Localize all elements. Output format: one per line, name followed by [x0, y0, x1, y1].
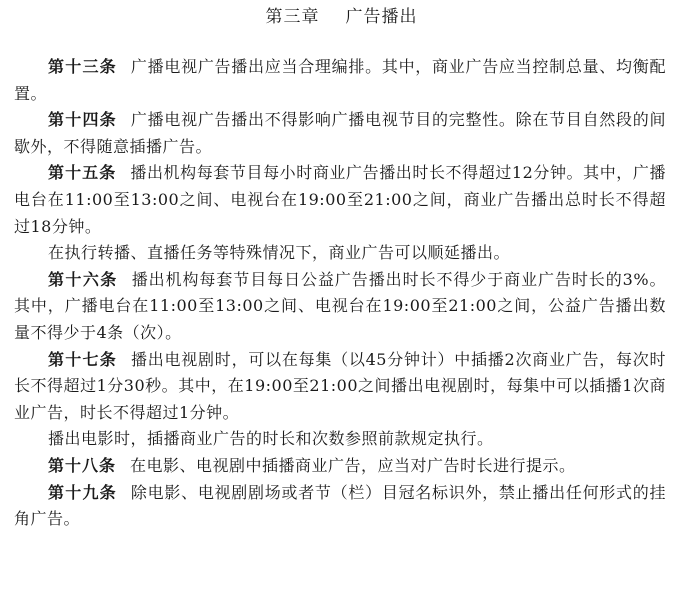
chapter-title: 广告播出 [345, 7, 418, 27]
article-number: 第十九条 [48, 482, 117, 502]
article-16 [14, 267, 666, 347]
article-text: 播出电视剧时，可以在每集（以45分钟计）中插播2次商业广告，每次时长不得超过1分30秒。其中，在19:00至21:00之间播出电视剧时，每集中可以插播1次商业广告，时长不得超过1分钟。 [14, 349, 666, 422]
article-number: 第十六条 [48, 269, 118, 289]
article-15-paragraph-2 [14, 240, 666, 267]
article-19 [14, 480, 666, 533]
article-14 [14, 107, 666, 160]
chapter-heading [0, 6, 683, 28]
article-number: 第十七条 [48, 349, 118, 369]
chapter-number: 第三章 [265, 7, 320, 27]
article-text: 播出电影时，插播商业广告的时长和次数参照前款规定执行。 [48, 429, 494, 449]
article-18 [14, 453, 666, 480]
article-text: 播出机构每套节目每小时商业广告播出时长不得超过12分钟。其中，广播电台在11:00至13:00之间、电视台在19:00至21:00之间，商业广告播出总时长不得超过18分钟。 [14, 163, 666, 236]
article-17-paragraph-2 [14, 426, 666, 453]
article-text: 除电影、电视剧剧场或者节（栏）目冠名标识外，禁止播出任何形式的挂角广告。 [14, 482, 666, 529]
article-number: 第十五条 [48, 163, 117, 183]
articles-body [14, 54, 666, 533]
article-17 [14, 347, 666, 427]
article-text: 在电影、电视剧中插播商业广告，应当对广告时长进行提示。 [130, 455, 576, 475]
article-text: 播出机构每套节目每日公益广告播出时长不得少于商业广告时长的3%。其中，广播电台在11:00至13:00之间、电视台在19:00至21:00之间，公益广告播出数量不得少于4条（次）。 [14, 269, 666, 342]
article-13 [14, 54, 666, 107]
article-number: 第十四条 [48, 110, 117, 130]
article-number: 第十三条 [48, 57, 117, 76]
article-text: 在执行转播、直播任务等特殊情况下，商业广告可以顺延播出。 [48, 243, 511, 263]
article-number: 第十八条 [48, 455, 117, 475]
article-text: 广播电视广告播出不得影响广播电视节目的完整性。除在节目自然段的间歇外，不得随意插播广告。 [14, 110, 666, 156]
article-15 [14, 160, 666, 240]
article-text: 广播电视广告播出应当合理编排。其中，商业广告应当控制总量、均衡配置。 [14, 57, 666, 103]
